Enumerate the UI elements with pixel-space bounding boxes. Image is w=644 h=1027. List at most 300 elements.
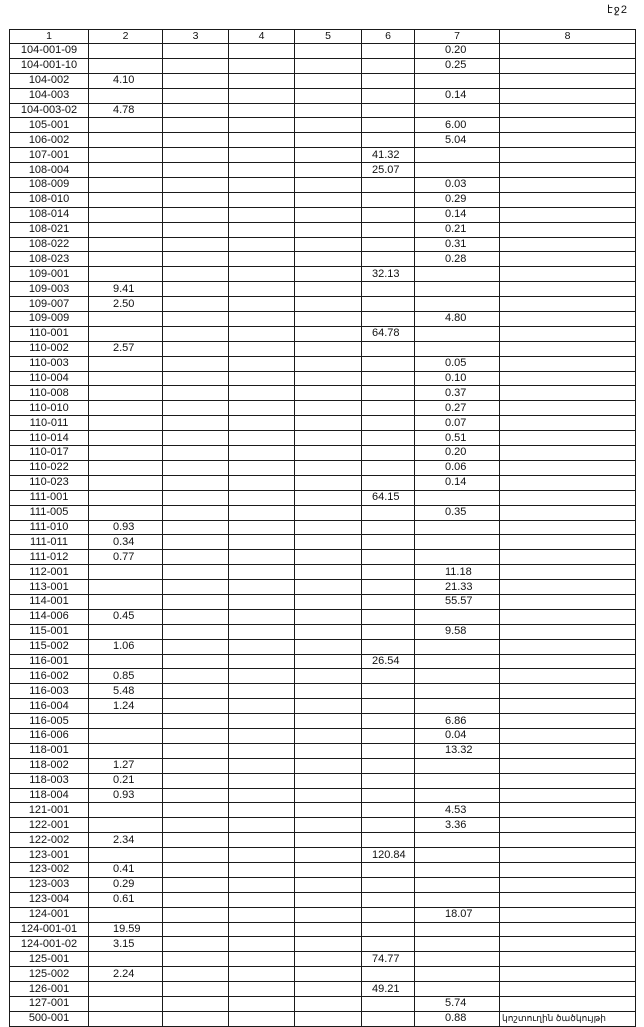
table-cell <box>415 862 500 877</box>
table-cell <box>415 848 500 863</box>
table-cell <box>163 192 229 207</box>
table-cell <box>500 356 636 371</box>
table-cell <box>362 222 415 237</box>
table-cell <box>163 431 229 446</box>
table-cell <box>89 58 163 73</box>
table-cell <box>229 44 295 59</box>
table-cell: 109-007 <box>10 297 89 312</box>
table-cell <box>362 624 415 639</box>
table-cell: 74.77 <box>362 952 415 967</box>
table-cell <box>415 654 500 669</box>
table-cell: 64.15 <box>362 490 415 505</box>
table-cell <box>229 818 295 833</box>
table-cell <box>163 326 229 341</box>
table-cell <box>163 952 229 967</box>
table-row <box>10 714 636 729</box>
table-row <box>10 44 636 59</box>
table-cell <box>415 758 500 773</box>
table-cell <box>229 982 295 997</box>
table-cell <box>500 922 636 937</box>
table-cell <box>229 639 295 654</box>
table-cell <box>295 773 362 788</box>
table-cell <box>295 997 362 1012</box>
table-row <box>10 684 636 699</box>
table-cell <box>229 848 295 863</box>
table-cell: 120.84 <box>362 848 415 863</box>
table-cell <box>295 967 362 982</box>
table-cell <box>229 446 295 461</box>
table-cell <box>295 952 362 967</box>
table-cell <box>500 594 636 609</box>
table-cell: 123-001 <box>10 848 89 863</box>
table-cell <box>500 833 636 848</box>
table-cell: 5.48 <box>89 684 163 699</box>
table-cell: 105-001 <box>10 118 89 133</box>
table-cell: 2.50 <box>89 297 163 312</box>
table-cell <box>500 892 636 907</box>
table-cell: 115-002 <box>10 639 89 654</box>
table-cell: 118-002 <box>10 758 89 773</box>
table-cell <box>89 416 163 431</box>
table-cell: 109-009 <box>10 312 89 327</box>
table-cell <box>415 699 500 714</box>
table-cell <box>500 982 636 997</box>
table-cell <box>500 475 636 490</box>
table-cell <box>295 490 362 505</box>
table-row <box>10 833 636 848</box>
table-cell: 0.45 <box>89 609 163 624</box>
table-cell <box>163 58 229 73</box>
table-cell <box>163 654 229 669</box>
table-row <box>10 341 636 356</box>
table-cell: 126-001 <box>10 982 89 997</box>
table-cell <box>229 714 295 729</box>
table-cell <box>362 103 415 118</box>
table-cell <box>362 565 415 580</box>
table-cell <box>362 73 415 88</box>
table-cell <box>500 937 636 952</box>
table-cell <box>163 609 229 624</box>
table-cell: 108-014 <box>10 207 89 222</box>
table-cell <box>229 803 295 818</box>
table-cell: 0.93 <box>89 788 163 803</box>
table-row <box>10 178 636 193</box>
table-row <box>10 103 636 118</box>
table-cell: 110-008 <box>10 386 89 401</box>
table-cell <box>295 565 362 580</box>
table-cell: 0.35 <box>415 505 500 520</box>
table-cell <box>229 862 295 877</box>
table-cell <box>163 922 229 937</box>
table-cell <box>89 475 163 490</box>
table-cell <box>229 580 295 595</box>
table-row <box>10 877 636 892</box>
table-cell <box>163 728 229 743</box>
table-cell <box>295 535 362 550</box>
table-cell <box>362 892 415 907</box>
table-cell <box>500 282 636 297</box>
table-row <box>10 922 636 937</box>
table-cell <box>89 580 163 595</box>
table-cell <box>89 654 163 669</box>
table-cell <box>163 833 229 848</box>
table-cell <box>362 877 415 892</box>
table-cell <box>415 520 500 535</box>
table-cell <box>295 550 362 565</box>
table-cell <box>415 952 500 967</box>
table-cell: 104-003-02 <box>10 103 89 118</box>
table-cell <box>229 952 295 967</box>
table-cell <box>89 44 163 59</box>
table-cell <box>295 818 362 833</box>
table-cell <box>229 267 295 282</box>
table-cell <box>295 341 362 356</box>
table-cell: 104-003 <box>10 88 89 103</box>
table-cell <box>229 565 295 580</box>
table-cell <box>163 267 229 282</box>
table-cell <box>163 967 229 982</box>
table-cell <box>229 207 295 222</box>
table-cell <box>500 624 636 639</box>
table-cell <box>89 1011 163 1026</box>
table-cell: 0.06 <box>415 460 500 475</box>
table-cell <box>295 848 362 863</box>
table-cell <box>362 207 415 222</box>
table-cell <box>362 312 415 327</box>
table-cell <box>229 222 295 237</box>
table-cell <box>295 684 362 699</box>
table-cell <box>229 341 295 356</box>
table-row <box>10 312 636 327</box>
table-cell <box>229 58 295 73</box>
table-cell: 9.41 <box>89 282 163 297</box>
table-cell <box>229 609 295 624</box>
table-cell <box>415 773 500 788</box>
table-cell <box>362 639 415 654</box>
table-row <box>10 386 636 401</box>
table-cell: 0.21 <box>415 222 500 237</box>
table-cell <box>362 460 415 475</box>
table-cell: 122-002 <box>10 833 89 848</box>
table-cell <box>295 520 362 535</box>
table-row <box>10 907 636 922</box>
table-cell <box>295 669 362 684</box>
table-cell <box>163 297 229 312</box>
table-cell: 110-002 <box>10 341 89 356</box>
table-cell: 123-003 <box>10 877 89 892</box>
table-cell: 0.20 <box>415 446 500 461</box>
table-cell: 114-001 <box>10 594 89 609</box>
table-cell <box>229 371 295 386</box>
table-cell <box>295 982 362 997</box>
table-cell <box>415 937 500 952</box>
table-row <box>10 535 636 550</box>
table-cell <box>362 505 415 520</box>
table-row <box>10 326 636 341</box>
table-cell <box>295 73 362 88</box>
table-cell <box>295 892 362 907</box>
table-cell <box>500 386 636 401</box>
table-cell: 500-001 <box>10 1011 89 1026</box>
table-cell: 116-003 <box>10 684 89 699</box>
table-cell <box>362 594 415 609</box>
table-cell <box>500 133 636 148</box>
table-cell <box>500 952 636 967</box>
table-cell: 0.34 <box>89 535 163 550</box>
table-cell: 6.00 <box>415 118 500 133</box>
table-cell: 110-022 <box>10 460 89 475</box>
table-cell: 106-002 <box>10 133 89 148</box>
table-cell <box>295 163 362 178</box>
table-cell <box>415 892 500 907</box>
table-cell: 0.51 <box>415 431 500 446</box>
table-row <box>10 133 636 148</box>
table-cell <box>163 743 229 758</box>
table-cell: 0.10 <box>415 371 500 386</box>
table-cell: 127-001 <box>10 997 89 1012</box>
table-cell <box>415 103 500 118</box>
column-header: 6 <box>362 30 415 44</box>
table-cell <box>229 550 295 565</box>
table-cell <box>500 580 636 595</box>
table-row <box>10 967 636 982</box>
table-cell <box>89 88 163 103</box>
table-cell <box>229 654 295 669</box>
column-header: 2 <box>89 30 163 44</box>
table-cell <box>229 490 295 505</box>
table-cell <box>362 446 415 461</box>
table-row <box>10 416 636 431</box>
table-cell: 116-004 <box>10 699 89 714</box>
table-cell <box>295 833 362 848</box>
table-cell: 26.54 <box>362 654 415 669</box>
table-cell <box>295 103 362 118</box>
table-cell: 0.25 <box>415 58 500 73</box>
table-cell <box>500 163 636 178</box>
table-cell <box>295 431 362 446</box>
table-cell <box>295 505 362 520</box>
table-cell <box>500 639 636 654</box>
table-cell <box>415 788 500 803</box>
table-row <box>10 982 636 997</box>
table-cell <box>415 341 500 356</box>
table-cell <box>362 431 415 446</box>
table-cell: 1.24 <box>89 699 163 714</box>
table-cell <box>229 237 295 252</box>
table-cell <box>500 609 636 624</box>
table-cell <box>295 297 362 312</box>
table-cell: 111-005 <box>10 505 89 520</box>
table-cell <box>163 520 229 535</box>
table-cell <box>295 1011 362 1026</box>
table-cell <box>163 341 229 356</box>
table-cell <box>415 297 500 312</box>
table-cell <box>415 148 500 163</box>
table-row <box>10 237 636 252</box>
column-header: 4 <box>229 30 295 44</box>
table-row <box>10 758 636 773</box>
table-cell: 9.58 <box>415 624 500 639</box>
table-cell <box>295 758 362 773</box>
table-cell <box>163 877 229 892</box>
table-cell <box>163 163 229 178</box>
table-header-row <box>10 30 636 44</box>
table-cell <box>500 803 636 818</box>
table-cell <box>500 654 636 669</box>
table-cell <box>89 148 163 163</box>
table-cell: 3.15 <box>89 937 163 952</box>
table-cell <box>362 58 415 73</box>
table-cell <box>163 862 229 877</box>
table-cell <box>89 207 163 222</box>
table-cell <box>163 684 229 699</box>
table-cell <box>295 178 362 193</box>
table-cell: 125-001 <box>10 952 89 967</box>
table-cell <box>362 371 415 386</box>
table-cell <box>163 982 229 997</box>
table-row <box>10 401 636 416</box>
table-cell: 118-004 <box>10 788 89 803</box>
table-row <box>10 848 636 863</box>
table-cell <box>362 1011 415 1026</box>
table-cell <box>362 907 415 922</box>
table-cell <box>89 118 163 133</box>
table-cell <box>362 937 415 952</box>
table-row <box>10 505 636 520</box>
table-row <box>10 207 636 222</box>
table-cell <box>229 416 295 431</box>
table-cell <box>500 788 636 803</box>
table-cell <box>229 356 295 371</box>
table-cell <box>500 178 636 193</box>
table-cell <box>362 475 415 490</box>
table-cell <box>89 401 163 416</box>
table-cell <box>229 148 295 163</box>
table-cell: 116-005 <box>10 714 89 729</box>
table-cell: 114-006 <box>10 609 89 624</box>
table-row <box>10 73 636 88</box>
table-row <box>10 252 636 267</box>
table-cell <box>295 803 362 818</box>
table-cell <box>362 699 415 714</box>
table-cell <box>163 282 229 297</box>
table-cell <box>295 594 362 609</box>
table-cell: 124-001-02 <box>10 937 89 952</box>
table-row <box>10 937 636 952</box>
table-cell <box>415 609 500 624</box>
table-cell: 5.04 <box>415 133 500 148</box>
table-cell <box>89 565 163 580</box>
table-cell <box>163 401 229 416</box>
table-cell <box>295 282 362 297</box>
table-cell <box>163 594 229 609</box>
table-cell: 2.34 <box>89 833 163 848</box>
table-cell: 0.14 <box>415 475 500 490</box>
table-cell: 109-003 <box>10 282 89 297</box>
table-cell <box>500 148 636 163</box>
table-cell <box>295 118 362 133</box>
table-cell <box>362 803 415 818</box>
table-cell <box>295 267 362 282</box>
table-cell <box>500 416 636 431</box>
table-cell <box>163 714 229 729</box>
table-cell <box>229 103 295 118</box>
table-cell <box>229 192 295 207</box>
table-cell <box>295 937 362 952</box>
table-row <box>10 297 636 312</box>
table-cell: 41.32 <box>362 148 415 163</box>
table-cell <box>89 163 163 178</box>
table-cell <box>229 401 295 416</box>
table-cell <box>500 312 636 327</box>
table-cell <box>295 416 362 431</box>
table-cell <box>415 326 500 341</box>
table-cell <box>295 386 362 401</box>
table-cell <box>362 282 415 297</box>
table-cell: 113-001 <box>10 580 89 595</box>
table-cell <box>229 386 295 401</box>
table-cell <box>362 669 415 684</box>
table-cell <box>500 997 636 1012</box>
table-cell <box>163 312 229 327</box>
table-cell <box>163 222 229 237</box>
table-cell: 110-003 <box>10 356 89 371</box>
table-cell: 0.04 <box>415 728 500 743</box>
column-header: 8 <box>500 30 636 44</box>
table-cell: 1.06 <box>89 639 163 654</box>
table-cell <box>89 743 163 758</box>
table-cell <box>362 997 415 1012</box>
table-cell: 6.86 <box>415 714 500 729</box>
table-cell <box>500 73 636 88</box>
table-row <box>10 1011 636 1026</box>
table-cell <box>500 818 636 833</box>
table-cell: 116-002 <box>10 669 89 684</box>
table-cell <box>163 237 229 252</box>
table-cell: 0.27 <box>415 401 500 416</box>
page-number: էջ2 <box>607 4 628 16</box>
table-cell <box>163 73 229 88</box>
table-row <box>10 892 636 907</box>
table-cell <box>415 535 500 550</box>
table-cell <box>163 848 229 863</box>
table-cell: 110-023 <box>10 475 89 490</box>
table-cell <box>163 118 229 133</box>
table-cell <box>500 520 636 535</box>
table-cell <box>500 699 636 714</box>
table-cell: 11.18 <box>415 565 500 580</box>
table-cell <box>362 252 415 267</box>
table-cell <box>500 773 636 788</box>
table-cell <box>295 877 362 892</box>
table-cell <box>500 118 636 133</box>
table-cell <box>229 594 295 609</box>
table-cell: 0.41 <box>89 862 163 877</box>
column-header: 7 <box>415 30 500 44</box>
table-cell <box>295 714 362 729</box>
table-cell: 110-004 <box>10 371 89 386</box>
table-cell <box>163 460 229 475</box>
table-cell: 111-010 <box>10 520 89 535</box>
table-cell <box>89 997 163 1012</box>
table-cell: 112-001 <box>10 565 89 580</box>
table-cell: 0.14 <box>415 207 500 222</box>
table-cell <box>89 803 163 818</box>
table-cell <box>500 341 636 356</box>
table-cell <box>415 669 500 684</box>
table-cell: 0.28 <box>415 252 500 267</box>
table-cell <box>362 118 415 133</box>
